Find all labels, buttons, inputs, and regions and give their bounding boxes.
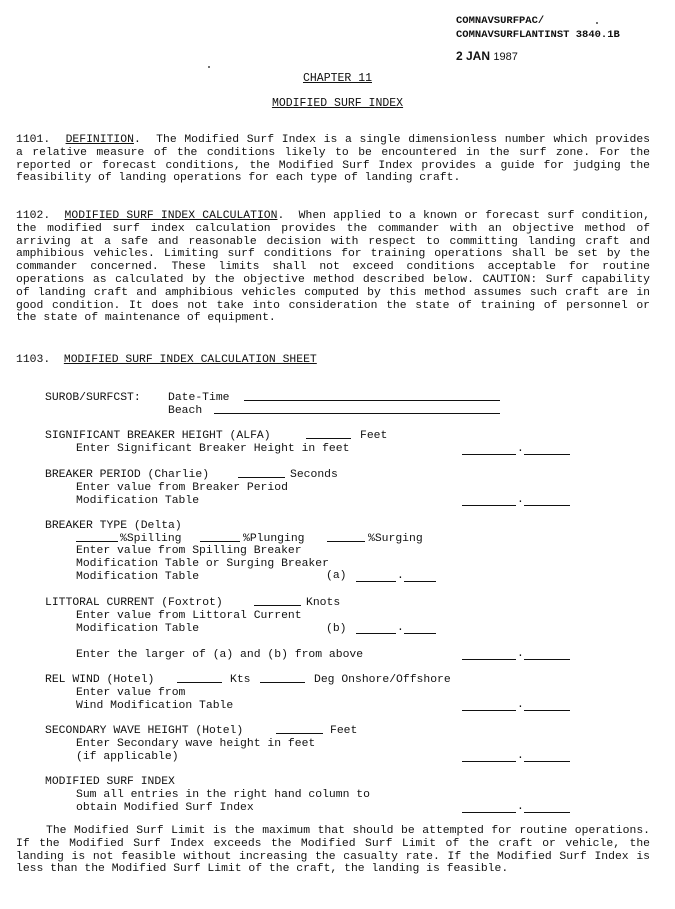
msi-instruction-2: obtain Modified Surf Index bbox=[76, 802, 254, 814]
entry-whole-line bbox=[462, 812, 516, 813]
para-1103-heading: MODIFIED SURF INDEX CALCULATION SHEET bbox=[63, 354, 317, 366]
header-date bbox=[456, 49, 620, 64]
breaker-period-label: BREAKER PERIOD (Charlie) bbox=[45, 469, 210, 481]
larger-entry[interactable] bbox=[462, 648, 570, 660]
mark-a: (a) bbox=[326, 570, 347, 582]
plunging-field[interactable] bbox=[200, 531, 240, 542]
entry-whole-line bbox=[356, 633, 396, 634]
closing-paragraph: The Modified Surf Limit is the maximum that should be attempted for routine operations. If the Modified Surf Index exceeds the Modified Surf Limit of the craft or vehicle, the landing is not feasible without increasing the casualty rate. If the Modified Surf Index is less than the Modified Surf Limit of the craft, the landing is feasible. bbox=[16, 825, 650, 876]
para-1102-number: 1102. bbox=[16, 210, 51, 222]
scan-speck bbox=[596, 22, 598, 24]
para-1102-heading: MODIFIED SURF INDEX CALCULATION bbox=[64, 210, 278, 222]
header-date-day-month: 2 JAN bbox=[456, 49, 491, 63]
datetime-label: Date-Time bbox=[168, 392, 230, 404]
para-1101-number: 1101. bbox=[16, 134, 51, 146]
para-1101-heading: DEFINITION bbox=[65, 134, 134, 146]
entry-fraction-line bbox=[404, 633, 436, 634]
sig-breaker-field[interactable] bbox=[306, 428, 351, 439]
breaker-period-instruction-2: Modification Table bbox=[76, 495, 200, 507]
entry-decimal-point: . bbox=[517, 494, 524, 506]
paragraph-1101: 1101. DEFINITION. The Modified Surf Index is a single dimensionless number which provides a relative measure of the conditions likely to be encountered in the surf zone. For the reported or forecast conditions, the Modified Surf Index provides a guide for judging the feasibility of landing operations for each type of landing craft. bbox=[16, 134, 651, 185]
sig-breaker-instruction: Enter Significant Breaker Height in feet bbox=[76, 443, 350, 455]
breaker-period-instruction-1: Enter value from Breaker Period bbox=[76, 482, 288, 494]
larger-instruction: Enter the larger of (a) and (b) from above bbox=[76, 649, 364, 661]
rel-wind-label: REL WIND (Hotel) bbox=[45, 674, 155, 686]
spilling-label: %Spilling bbox=[120, 533, 182, 545]
entry-fraction-line bbox=[524, 761, 570, 762]
chapter-title: CHAPTER 11 bbox=[302, 72, 372, 85]
entry-fraction-line bbox=[524, 659, 570, 660]
entry-whole-line bbox=[462, 761, 516, 762]
entry-decimal-point: . bbox=[397, 570, 404, 582]
spilling-field[interactable] bbox=[76, 531, 118, 542]
plunging-label: %Plunging bbox=[243, 533, 305, 545]
entry-fraction-line bbox=[524, 454, 570, 455]
breaker-type-instruction-1: Enter value from Spilling Breaker bbox=[76, 545, 302, 557]
rel-wind-speed-field[interactable] bbox=[177, 672, 222, 683]
surob-label: SUROB/SURFCST: bbox=[45, 392, 141, 404]
secondary-wave-label: SECONDARY WAVE HEIGHT (Hotel) bbox=[45, 725, 244, 737]
breaker-period-entry[interactable] bbox=[462, 494, 570, 506]
secondary-wave-field[interactable] bbox=[276, 723, 323, 734]
msi-entry[interactable] bbox=[462, 801, 570, 813]
littoral-instruction-1: Enter value from Littoral Current bbox=[76, 610, 302, 622]
header-date-year: 1987 bbox=[493, 51, 518, 63]
sig-breaker-label: SIGNIFICANT BREAKER HEIGHT (ALFA) bbox=[45, 430, 271, 442]
rel-wind-instruction-1: Enter value from bbox=[76, 687, 186, 699]
entry-decimal-point: . bbox=[517, 750, 524, 762]
breaker-period-field[interactable] bbox=[238, 467, 285, 478]
littoral-instruction-2: Modification Table bbox=[76, 623, 200, 635]
breaker-period-unit: Seconds bbox=[290, 469, 338, 481]
rel-wind-speed-unit: Kts bbox=[230, 674, 251, 686]
para-1101-text: The Modified Surf Index is a single dimensionless number which provides a relative measure of the conditions likely to be encountered in the surf zone. For the reported or forecast conditions, the Modified Surf Index provides a guide for judging the feasibility of landing operations for each type of landing craft. bbox=[16, 134, 651, 185]
secondary-wave-entry[interactable] bbox=[462, 750, 570, 762]
rel-wind-instruction-2: Wind Modification Table bbox=[76, 700, 234, 712]
breaker-type-instruction-3: Modification Table bbox=[76, 571, 200, 583]
beach-label: Beach bbox=[168, 405, 203, 417]
surging-field[interactable] bbox=[327, 531, 365, 542]
breaker-type-entry-a[interactable] bbox=[356, 570, 436, 582]
datetime-field[interactable] bbox=[244, 390, 500, 401]
entry-whole-line bbox=[462, 454, 516, 455]
entry-fraction-line bbox=[524, 710, 570, 711]
paragraph-1102: 1102. MODIFIED SURF INDEX CALCULATION. When applied to a known or forecast surf condition, the modified surf index calculation provides the commander with an objective method of arriving at a safe and reasonable decision with respect to committing landing craft and amphibious vehicles. Limiting surf conditions for training operations shall be set by the commander concerned. These limits shall not exceed conditions acceptable for routine operations as calculated by the objective method described below. CAUTION: Surf capability of landing craft and amphibious vehicles computed by this method assumes such craft are in good condition. It does not take into consideration the state of training of personnel or the state of maintenance of equipment. bbox=[16, 210, 650, 325]
entry-decimal-point: . bbox=[517, 443, 524, 455]
secondary-wave-instruction-1: Enter Secondary wave height in feet bbox=[76, 738, 316, 750]
rel-wind-entry[interactable] bbox=[462, 699, 570, 711]
secondary-wave-unit: Feet bbox=[330, 725, 358, 737]
msi-instruction-1: Sum all entries in the right hand column to bbox=[76, 789, 370, 801]
section-title: MODIFIED SURF INDEX bbox=[271, 97, 404, 110]
para-1102-text: When applied to a known or forecast surf condition, the modified surf index calculation provides the commander with an objective method of arriving at a safe and reasonable decision with respect to committing landing craft and amphibious vehicles. Limiting surf conditions for training operations shall be set by the commander concerned. These limits shall not exceed conditions acceptable for routine operations as calculated by the objective method described below. CAUTION: Surf capability of landing craft and amphibious vehicles computed by this method assumes such craft are in good condition. It does not take into consideration the state of training of personnel or the state of maintenance of equipment. bbox=[16, 210, 650, 325]
beach-field[interactable] bbox=[214, 403, 500, 414]
entry-decimal-point: . bbox=[517, 648, 524, 660]
entry-fraction-line bbox=[524, 812, 570, 813]
entry-whole-line bbox=[462, 659, 516, 660]
entry-decimal-point: . bbox=[397, 622, 404, 634]
entry-fraction-line bbox=[524, 505, 570, 506]
entry-whole-line bbox=[356, 581, 396, 582]
paragraph-1103 bbox=[16, 354, 317, 367]
header-line-2: COMNAVSURFLANTINST 3840.1B bbox=[456, 29, 620, 41]
surging-label: %Surging bbox=[368, 533, 423, 545]
entry-decimal-point: . bbox=[517, 801, 524, 813]
breaker-type-instruction-2: Modification Table or Surging Breaker bbox=[76, 558, 329, 570]
rel-wind-direction-field[interactable] bbox=[260, 672, 305, 683]
para-1103-number: 1103. bbox=[16, 354, 51, 366]
sig-breaker-unit: Feet bbox=[360, 430, 388, 442]
entry-decimal-point: . bbox=[517, 699, 524, 711]
sig-breaker-entry[interactable] bbox=[462, 443, 570, 455]
msi-label: MODIFIED SURF INDEX bbox=[45, 776, 175, 788]
breaker-type-label: BREAKER TYPE (Delta) bbox=[45, 520, 182, 532]
littoral-unit: Knots bbox=[306, 597, 341, 609]
scan-speck bbox=[208, 66, 210, 68]
mark-b: (b) bbox=[326, 623, 347, 635]
littoral-field[interactable] bbox=[254, 595, 301, 606]
secondary-wave-instruction-2: (if applicable) bbox=[76, 751, 179, 763]
littoral-label: LITTORAL CURRENT (Foxtrot) bbox=[45, 597, 223, 609]
entry-whole-line bbox=[462, 505, 516, 506]
header-line-1: COMNAVSURFPAC/ bbox=[456, 15, 545, 27]
littoral-entry-b[interactable] bbox=[356, 622, 436, 634]
entry-fraction-line bbox=[404, 581, 436, 582]
rel-wind-direction-unit: Deg Onshore/Offshore bbox=[314, 674, 451, 686]
entry-whole-line bbox=[462, 710, 516, 711]
